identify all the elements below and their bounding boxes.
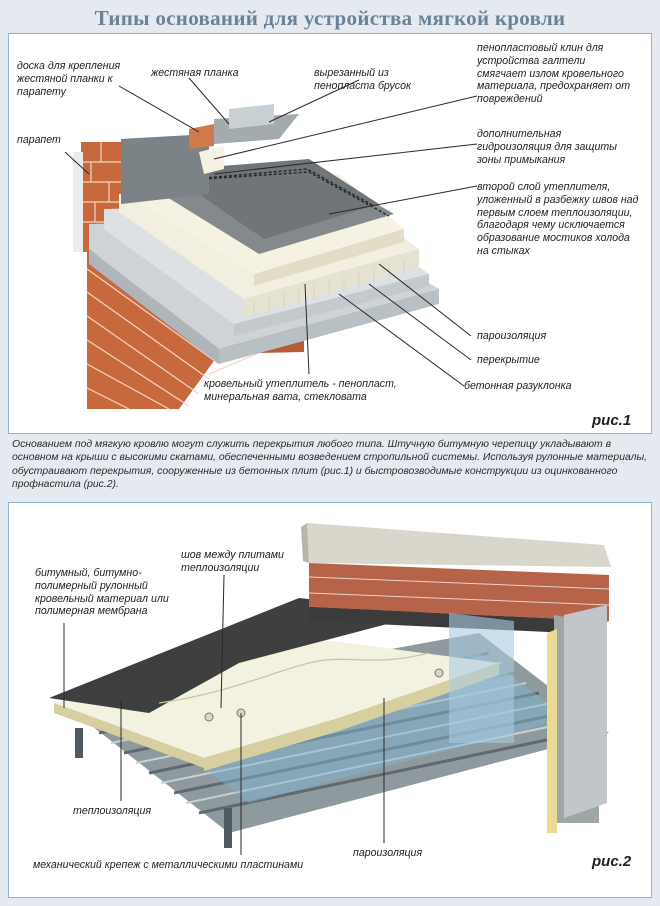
figure-1-panel bbox=[8, 33, 652, 434]
label-foam-bar: вырезанный из пенопласта брусок bbox=[314, 67, 411, 92]
label-concrete-screed: бетонная разуклонка bbox=[464, 380, 572, 392]
label-parapet: парапет bbox=[17, 134, 61, 146]
label-extra-waterproofing: дополнительная гидроизоляция для защиты зоны примыкания bbox=[477, 128, 617, 166]
label-roof-insulation: кровельный утеплитель - пенопласт, минеральная вата, стекловата bbox=[204, 378, 397, 403]
label-thermal-insulation: теплоизоляция bbox=[73, 805, 152, 817]
figure-2-panel bbox=[8, 502, 652, 898]
figure-2-illustration bbox=[9, 503, 653, 899]
label-mechanical-fastener: механический крепеж с металлическими пластинами bbox=[33, 859, 304, 871]
label-board: доска для крепления жестяной планки к парапету bbox=[17, 60, 121, 98]
label-foam-wedge: пенопластовый клин для устройства галтели смягчает излом кровельного материала, предохраняет от повреждений bbox=[477, 42, 631, 106]
label-tin-strip: жестяная планка bbox=[151, 67, 239, 79]
page-title: Типы оснований для устройства мягкой кровли bbox=[94, 6, 566, 30]
figure-2-caption: рис.2 bbox=[592, 853, 632, 870]
label-roll-membrane: битумный, битумно-полимерный рулонный кровельный материал или полимерная мембрана bbox=[35, 567, 169, 618]
label-floor-slab: перекрытие bbox=[477, 354, 540, 366]
description-text: Основанием под мягкую кровлю могут служить перекрытия любого типа. Штучную битумную черепицу укладывают в основном на крыши с высокими скатами, обеспеченными возведением стропильной системы. Используя рулонные материалы, обустраивают перекрытия, сооруженные из бетонных плит (рис.1) и быстровозводимые конструкции из оцинкованного профнастила (рис.2). bbox=[12, 439, 648, 491]
label-second-layer: второй слой утеплителя, уложенный в разбежку швов над первым слоем теплоизоляции, благодаря чему исключается образование мостиков холода на стыках bbox=[477, 181, 639, 257]
label-vapor-barrier-2: пароизоляция bbox=[353, 847, 423, 859]
figure-1-caption: рис.1 bbox=[592, 412, 632, 429]
label-vapor-barrier: пароизоляция bbox=[477, 330, 547, 342]
label-seam: шов между плитами теплоизоляции bbox=[181, 549, 284, 574]
